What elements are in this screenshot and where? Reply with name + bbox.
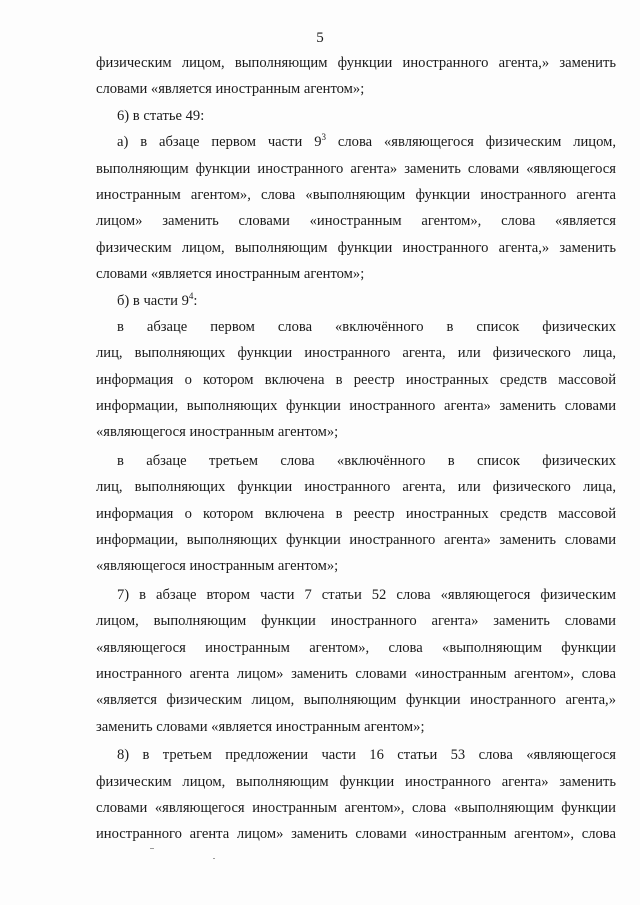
text-line-content: словами «является иностранным агентом»; [96,266,365,283]
text-line-content: информации, выполняющих функции иностранного агента» заменить словами [96,532,616,549]
text-line-content: «являющегося иностранным агентом»; [96,558,339,575]
text-line-content: словами «является иностранным агентом»; [96,81,365,98]
text-line-content: в абзаце первом слова «включённого в список физических [117,318,616,335]
text-line-content: в абзаце третьем слова «включённого в список физических [117,452,616,469]
page-number: 5 [316,30,324,46]
text-line-content: лицом» заменить словами «иностранным агентом», слова «является [96,213,616,230]
scan-mark [150,848,154,849]
text-line [96,582,616,608]
text-line [96,419,616,445]
text-line [96,821,616,847]
text-line [96,742,616,768]
text-line-content: информация о котором включена в реестр иностранных средств массовой [96,371,616,388]
text-line [96,103,616,129]
text-line-content: 6) в статье 49: [117,107,205,124]
text-line [96,50,616,76]
text-line-content: «являющегося иностранным агентом», слова «выполняющим функции [96,639,616,656]
text-line [96,261,616,287]
text-line [96,182,616,208]
text-line-content: иностранного агента лицом» заменить словами «иностранным агентом», слова [96,665,616,682]
text-line [96,129,616,155]
text-line-tail: : [193,292,198,309]
text-line-content: информации, выполняющих функции иностранного агента» заменить словами [96,398,616,415]
text-line [96,367,616,393]
text-line-content: а) в абзаце первом части 9 [117,134,322,151]
text-line [96,687,616,713]
body-text [96,50,616,848]
text-line [96,448,616,474]
text-line [96,795,616,821]
text-line-content: б) в части 9 [117,292,189,309]
text-line-content: 8) в третьем предложении части 16 статьи 53 слова «являющегося [117,747,616,764]
text-line [96,76,616,102]
scan-mark [213,858,215,859]
text-line-content: физическим лицом, выполняющим функции иностранного агента,» заменить [96,239,616,256]
text-line-content: физическим лицом, выполняющим функции иностранного агента,» заменить [96,55,616,71]
text-line-content: лицом, выполняющим функции иностранного агента» заменить словами [96,613,616,630]
text-line [96,235,616,261]
text-line-content: информация о котором включена в реестр иностранных средств массовой [96,505,616,522]
text-line-content: 7) в абзаце втором части 7 статьи 52 слова «являющегося физическим [117,586,616,603]
text-line [96,208,616,234]
text-line-content: «является физическим лицом, выполняющим функции иностранного агента,» [96,692,616,709]
text-line-content: выполняющим функции иностранного агента» заменить словами «являющегося [96,160,616,177]
text-line [96,314,616,340]
text-line [96,393,616,419]
text-line [96,474,616,500]
text-line-content: «являющегося иностранным агентом»; [96,424,339,441]
text-line [96,340,616,366]
text-line-tail: слова «являющегося физическим лицом, [326,134,617,151]
text-line [96,714,616,740]
text-line-content: лиц, выполняющих функции иностранного агента, или физического лица, [96,345,616,362]
text-line [96,501,616,527]
text-line [96,156,616,182]
text-line-content: физическим лицом, выполняющим функции иностранного агента» заменить [96,773,616,790]
text-line [96,553,616,579]
text-line [96,769,616,795]
superscript: 3 [321,132,326,143]
text-line [96,527,616,553]
text-line-content: заменить словами «является иностранным агентом»; [96,718,425,735]
text-line-content: лиц, выполняющих функции иностранного агента, или физического лица, [96,479,616,496]
text-line [96,635,616,661]
text-line [96,608,616,634]
text-line-content: словами «являющегося иностранным агентом», слова «выполняющим функции [96,799,616,816]
superscript: 4 [188,290,194,301]
text-line-content: иностранного агента лицом» заменить словами «иностранным агентом», слова [96,826,616,843]
text-line [96,661,616,687]
text-line [96,288,616,314]
text-line-content: иностранным агентом», слова «выполняющим функции иностранного агента [96,186,616,203]
